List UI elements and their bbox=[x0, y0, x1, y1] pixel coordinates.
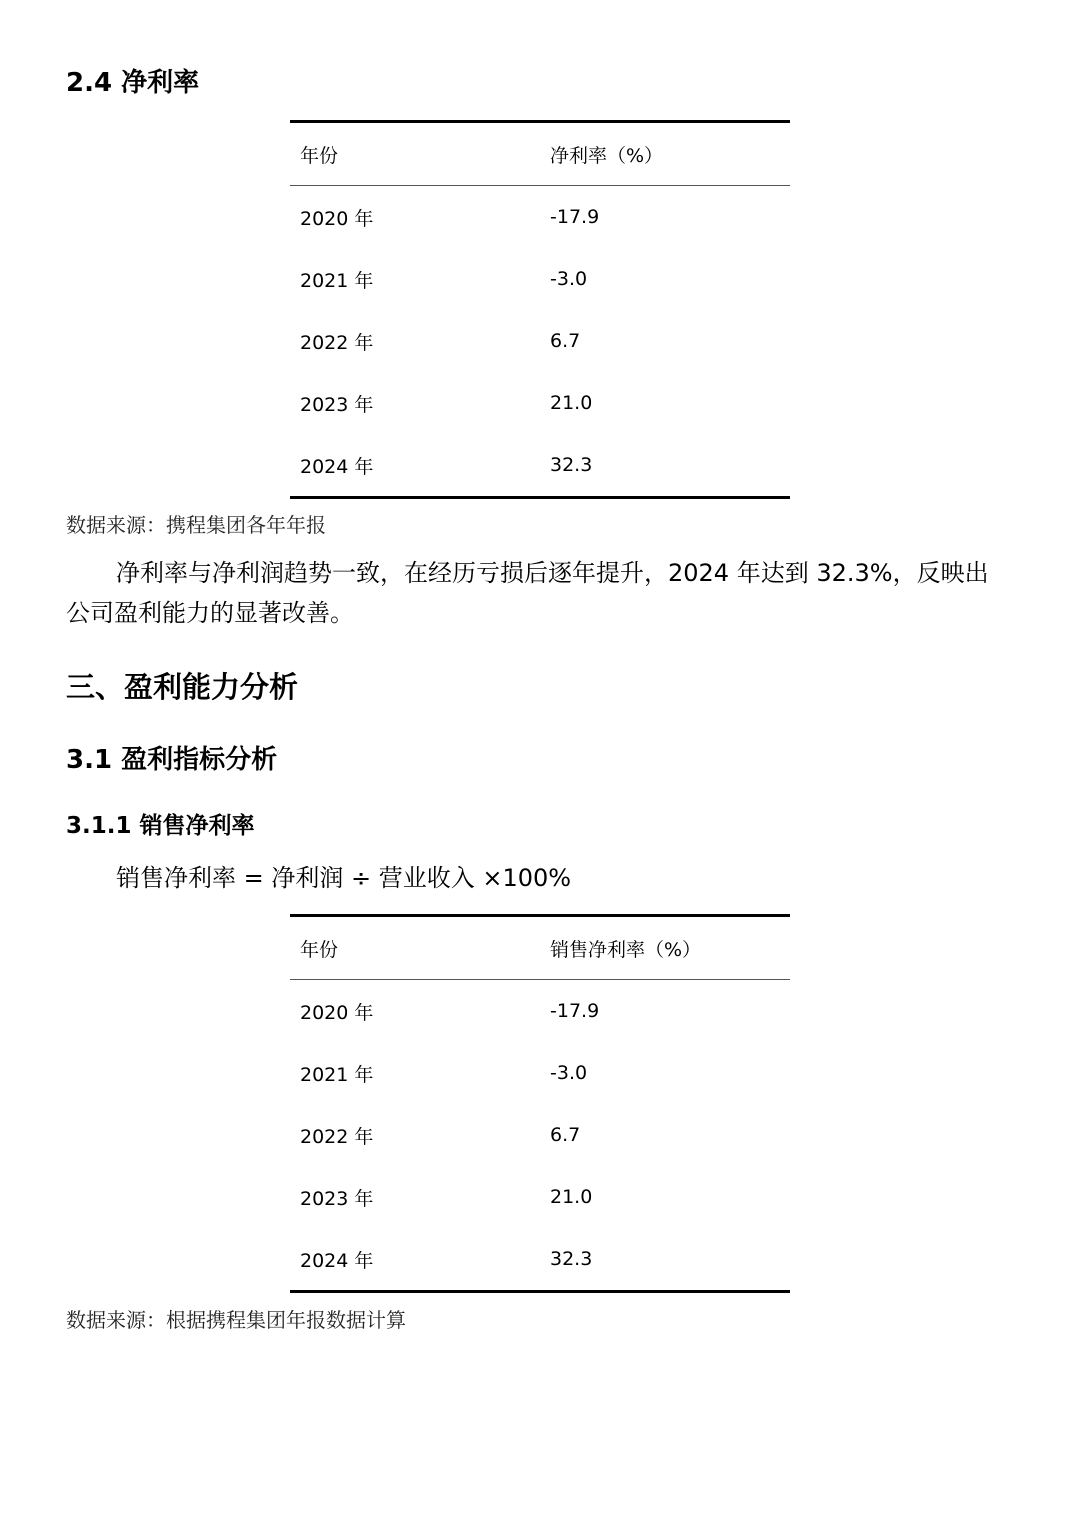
value-cell: 32.3 bbox=[550, 1248, 593, 1270]
year-cell: 2024 年 bbox=[300, 1249, 374, 1272]
section-heading-3-1: 3.1 盈利指标分析 bbox=[66, 745, 278, 775]
table-row bbox=[290, 434, 790, 498]
table-row bbox=[290, 1042, 790, 1104]
year-cell: 2022 年 bbox=[300, 1125, 374, 1148]
section-heading-3-1-1: 3.1.1 销售净利率 bbox=[66, 813, 255, 839]
table-row bbox=[290, 310, 790, 372]
value-cell: -3.0 bbox=[550, 268, 588, 290]
value-cell: -3.0 bbox=[550, 1062, 588, 1084]
analysis-paragraph: 净利率与净利润趋势一致，在经历亏损后逐年提升，2024 年达到 32.3%，反映出公司盈利能力的显著改善。 bbox=[66, 559, 989, 627]
value-cell: 32.3 bbox=[550, 454, 593, 476]
value-cell: 6.7 bbox=[550, 1124, 581, 1146]
data-source-note: 数据来源：携程集团各年年报 bbox=[66, 513, 326, 537]
column-header-year: 年份 bbox=[290, 122, 540, 186]
chapter-heading-3: 三、盈利能力分析 bbox=[66, 670, 299, 704]
year-cell: 2021 年 bbox=[300, 269, 374, 292]
column-header-sales-net-margin: 销售净利率（%） bbox=[540, 916, 790, 980]
column-header-year: 年份 bbox=[290, 916, 540, 980]
sales-net-margin-table bbox=[290, 914, 790, 1293]
table-row bbox=[290, 980, 790, 1043]
column-header-net-margin: 净利率（%） bbox=[540, 122, 790, 186]
formula-text: 销售净利率 = 净利润 ÷ 营业收入 ×100% bbox=[116, 864, 572, 892]
table-header-row bbox=[290, 122, 790, 186]
table-row bbox=[290, 248, 790, 310]
value-cell: -17.9 bbox=[550, 206, 600, 228]
year-cell: 2020 年 bbox=[300, 207, 374, 230]
table-row bbox=[290, 1166, 790, 1228]
value-cell: 21.0 bbox=[550, 1186, 593, 1208]
year-cell: 2021 年 bbox=[300, 1063, 374, 1086]
year-cell: 2020 年 bbox=[300, 1001, 374, 1024]
section-heading-2-4: 2.4 净利率 bbox=[66, 68, 200, 98]
value-cell: 6.7 bbox=[550, 330, 581, 352]
table-row bbox=[290, 372, 790, 434]
table-row bbox=[290, 1228, 790, 1292]
year-cell: 2024 年 bbox=[300, 455, 374, 478]
net-margin-table bbox=[290, 120, 790, 499]
value-cell: 21.0 bbox=[550, 392, 593, 414]
data-source-note: 数据来源：根据携程集团年报数据计算 bbox=[66, 1308, 406, 1332]
year-cell: 2022 年 bbox=[300, 331, 374, 354]
table-row bbox=[290, 1104, 790, 1166]
value-cell: -17.9 bbox=[550, 1000, 600, 1022]
year-cell: 2023 年 bbox=[300, 1187, 374, 1210]
table-header-row bbox=[290, 916, 790, 980]
table-row bbox=[290, 186, 790, 249]
year-cell: 2023 年 bbox=[300, 393, 374, 416]
